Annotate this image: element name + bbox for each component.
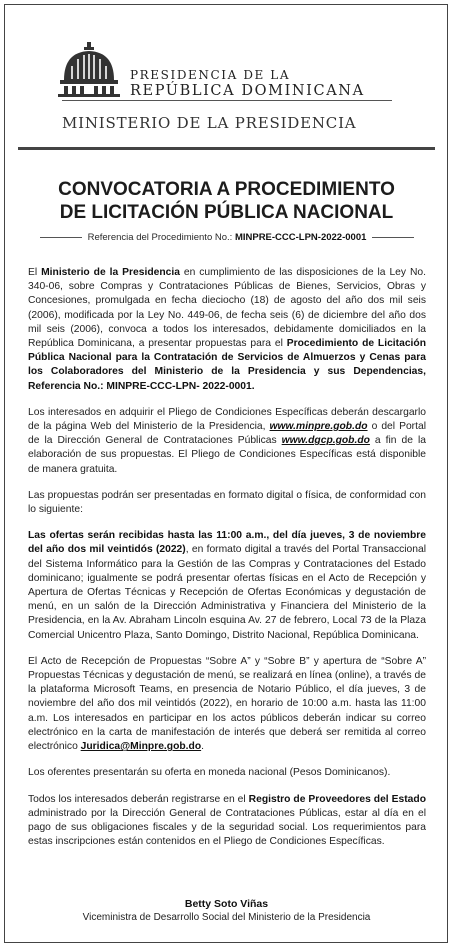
title-line-2: DE LICITACIÓN PÚBLICA NACIONAL: [59, 202, 394, 223]
text: Los interesados en adquirir el Pliego de Condiciones Específicas deberán descargarlo de la página Web del Ministerio de la Presidencia,: [28, 406, 426, 433]
text: .: [201, 741, 204, 753]
header-line-2: REPÚBLICA DOMINICANA: [130, 83, 365, 99]
signatory-title: Viceministra de Desarrollo Social del Ministerio de la Presidencia: [82, 912, 371, 923]
reference-dash-right: [372, 237, 414, 238]
paragraph-deadline: [28, 529, 426, 643]
paragraph-pliego: [28, 406, 426, 477]
title-divider: [18, 147, 435, 150]
text: Los oferentes presentarán su oferta en moneda nacional (Pesos Dominicanos).: [28, 767, 391, 779]
reference-label: Referencia del Procedimiento No.:: [87, 231, 235, 243]
text: Las propuestas podrán ser presentadas en formato digital o física, de conformidad con lo siguiente:: [28, 489, 426, 516]
text: a fin de la elaboración de sus propuestas. El Pliego de Condiciones Específicas está disponible de manera gratuita.: [28, 435, 426, 475]
text: Todos los interesados deberán registrarse en el: [28, 793, 249, 805]
text: en cumplimiento de las disposiciones de la Ley No. 340-06, sobre Compras y Contrataciones Públicas de Bienes, Servicios, Obras y Concesiones, promulgada en fecha dieciocho (18) de agosto del año dos mil seis (2006), modificada por la Ley No. 449-06, de fecha seis (6) de diciembre del año dos mil seis (2006), convoca a todos los interesados, debidamente domiciliados en la República Dominicana, a presentar propuestas para el: [28, 267, 426, 350]
page-title: [18, 178, 435, 224]
text: El Acto de Recepción de Propuestas “Sobre A” y “Sobre B” y apertura de “Sobre A” Propuestas Técnicas y degustación de menú, se realizará en línea (online), a través de la plataforma Microsoft Teams, en presencia de Notario Público, el día jueves, 3 de noviembre del año dos mil veintidós (2022), en horario de 10:00 a.m. hasta las 11:00 a.m. Los interesados en participar en los actos públicos deberán indicar su correo electrónico en la carta de manifestación de interés que deberá ser remitida al correo electrónico: [28, 655, 426, 753]
text: o del Portal de la Dirección General de Contrataciones Públicas: [28, 421, 426, 447]
title-line-1: CONVOCATORIA A PROCEDIMIENTO: [58, 179, 395, 200]
paragraph-intro: [28, 266, 426, 394]
ministry-name: MINISTERIO DE LA PRESIDENCIA: [62, 114, 357, 132]
bold-text: Ministerio de la Presidencia: [41, 267, 180, 278]
reference-text: [88, 232, 367, 243]
reference-row: [40, 230, 414, 244]
signatory-name: Betty Soto Viñas: [184, 898, 269, 910]
document-body: [28, 266, 426, 861]
text: El: [28, 267, 42, 278]
dgcp-link[interactable]: www.dgcp.gob.do: [281, 435, 370, 447]
signature-block: [18, 898, 435, 923]
dome-logo-icon: [58, 40, 120, 98]
bold-text: Las ofertas serán recibidas hasta las 11:00 a.m., del día jueves, 3 de noviembre del año dos mil veintidós (2022): [28, 530, 426, 556]
reference-code: MINPRE-CCC-LPN-2022-0001: [234, 231, 367, 243]
header-logo: [58, 40, 398, 100]
text: , en formato digital a través del Portal Transaccional del Sistema Informático para la Gestión de las Compras y Contrataciones del Estado dominicano; igualmente se podrá presentar ofertas físicas en el Acto de Recepción y Apertura de Ofertas Técnicas y Recepción de Ofertas Económicas y degustación de menú, en un salón de la Dirección Administrativa y Financiera del Ministerio de la Presidencia, en la Av. Abraham Lincoln esquina Av. 27 de febrero, Local 73 de la Plaza Comercial Unicentro Plaza, Santo Domingo, Distrito Nacional, República Dominicana.: [28, 544, 426, 641]
minpre-link[interactable]: www.minpre.gob.do: [269, 421, 368, 433]
email-link[interactable]: Juridica@Minpre.gob.do: [80, 741, 202, 753]
paragraph-currency: [28, 766, 426, 780]
header-line-1: PRESIDENCIA DE LA: [130, 68, 291, 82]
paragraph-registry: [28, 793, 426, 850]
paragraph-opening-act: [28, 655, 426, 754]
header-divider: [62, 100, 392, 101]
reference-dash-left: [40, 237, 82, 238]
paragraph-formats: [28, 489, 426, 517]
text: administrado por la Dirección General de Contrataciones Públicas, estar al día en el pago de sus obligaciones fiscales y de la seguridad social. Los requerimientos para estas inscripciones están contenidos en el Pliego de Condiciones Específicas.: [28, 807, 426, 848]
bold-text: Registro de Proveedores del Estado: [248, 793, 426, 805]
bold-text: Procedimiento de Licitación Pública Nacional para la Contratación de Servicios de Almuerzos y Cenas para los Colaboradores del Ministerio de la Presidencia y sus Dependencias, Referencia No.: MINPRE-CCC-LPN- 2022-0001.: [28, 338, 426, 392]
